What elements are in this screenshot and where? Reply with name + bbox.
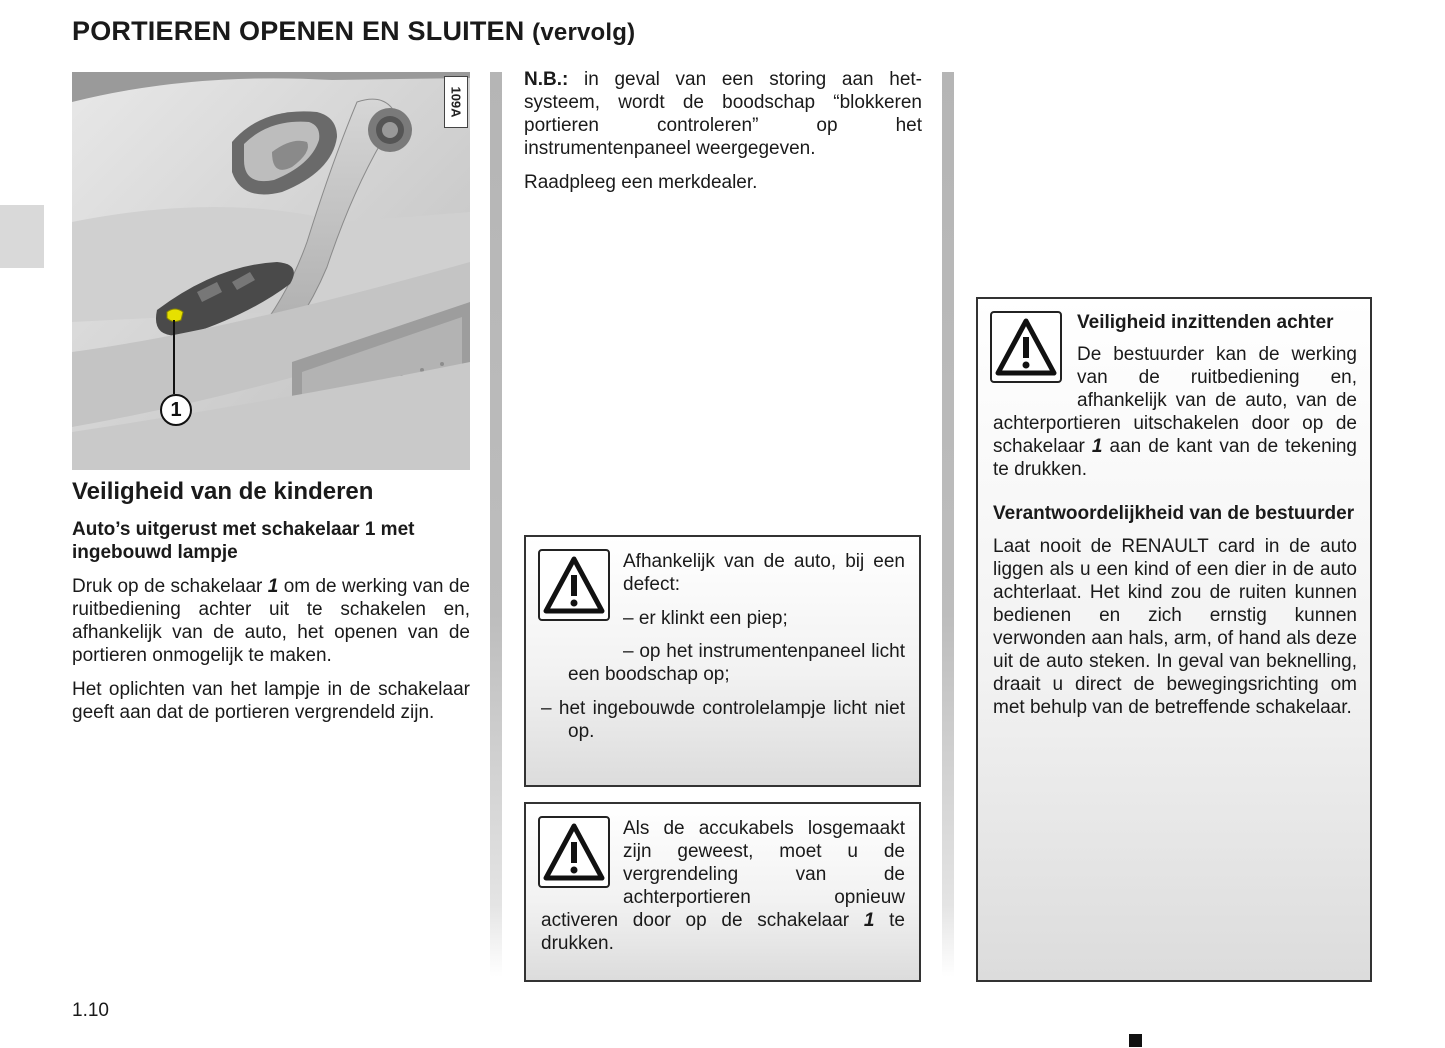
box-defect-intro: Afhankelijk van de auto, bij een defect:	[623, 551, 905, 595]
box-defect-item-1: – er klinkt een piep;	[623, 608, 788, 629]
text-run: Als de accukabels losgemaakt zijn geweest, moet u de vergrendeling van de achterportieren opnieuw activeren door op de schakelaar	[541, 818, 905, 931]
door-panel-drawing	[72, 72, 470, 470]
section-subheading: Auto’s uitgerust met schakelaar 1 met ingebouwd lampje	[72, 519, 415, 563]
box-defect-item-3: – het ingebouwde controlelampje licht niet op.	[541, 698, 905, 742]
switch-reference: 1	[863, 910, 875, 931]
column-divider-right	[942, 72, 954, 977]
warning-box-defect	[524, 535, 921, 787]
warning-triangle-icon	[538, 549, 610, 621]
callout-1: 1	[160, 394, 192, 426]
text-run: aan de kant van de tekening te drukken.	[993, 436, 1357, 480]
text-run: te drukken.	[541, 910, 905, 954]
box-defect-item-2: – op het instrumentenpaneel licht een boodschap op;	[568, 641, 905, 685]
driver-responsibility-heading: Verantwoordelijkheid van de bestuurder	[993, 503, 1355, 524]
text-run: Druk op de schakelaar	[72, 576, 268, 597]
page-number: 1.10	[72, 1000, 109, 1021]
note-label: N.B.:	[524, 69, 569, 90]
rear-safety-text	[993, 311, 1357, 719]
info-box-rear-safety	[976, 297, 1372, 982]
section-heading: Veiligheid van de kinderen	[72, 478, 374, 505]
door-panel-illustration	[72, 72, 470, 470]
driver-responsibility-paragraph: Laat nooit de RENAULT card in de auto liggen als u een kind of een dier in de auto achterlaat. Het kind zou de ruiten kunnen bedienen en zich ernstig kunnen verwonden aan hals, arm, of hand als deze uit de auto steken. In geval van beknelling, draait u direct de bewegingsrichting om met behulp van de betreffende schakelaar.	[993, 536, 1357, 718]
rear-safety-heading: Veiligheid inzittenden achter	[1077, 312, 1334, 333]
warning-box-battery	[524, 802, 921, 982]
column-divider-left	[490, 72, 502, 977]
consult-dealer-text: Raadpleeg een merkdealer.	[524, 172, 758, 193]
paragraph-switch	[72, 575, 470, 667]
chapter-tab	[0, 205, 44, 268]
page-title-sub: (vervolg)	[532, 19, 636, 46]
paragraph-lamp: Het oplichten van het lampje in de schakelaar geeft aan dat de portieren vergrendeld zijn.	[72, 679, 470, 723]
text-run: om de werking van de ruitbediening achter uit te schakelen en, afhankelijk van de auto, het openen van de portieren onmogelijk te maken.	[72, 576, 470, 666]
figure-code: 109A	[448, 86, 464, 118]
middle-column	[524, 68, 922, 194]
box-battery-text	[541, 817, 905, 955]
switch-reference: 1	[267, 576, 279, 597]
note-paragraph	[524, 68, 922, 160]
left-column	[72, 478, 470, 724]
figure-code-label	[444, 76, 468, 128]
page-title	[72, 16, 635, 47]
switch-reference: 1	[1091, 436, 1103, 457]
note-text: in geval van een storing aan het-systeem, wordt de boodschap “blokkeren portieren controleren” op het instrumentenpaneel weergegeven.	[524, 69, 922, 159]
text-run: De bestuurder kan de werking van de ruitbediening en, afhankelijk van de auto, van de achterportieren uitschakelen door op de schakelaar	[993, 344, 1357, 457]
page-title-main: PORTIEREN OPENEN EN SLUITEN	[72, 16, 525, 46]
end-marker	[1129, 1034, 1142, 1047]
